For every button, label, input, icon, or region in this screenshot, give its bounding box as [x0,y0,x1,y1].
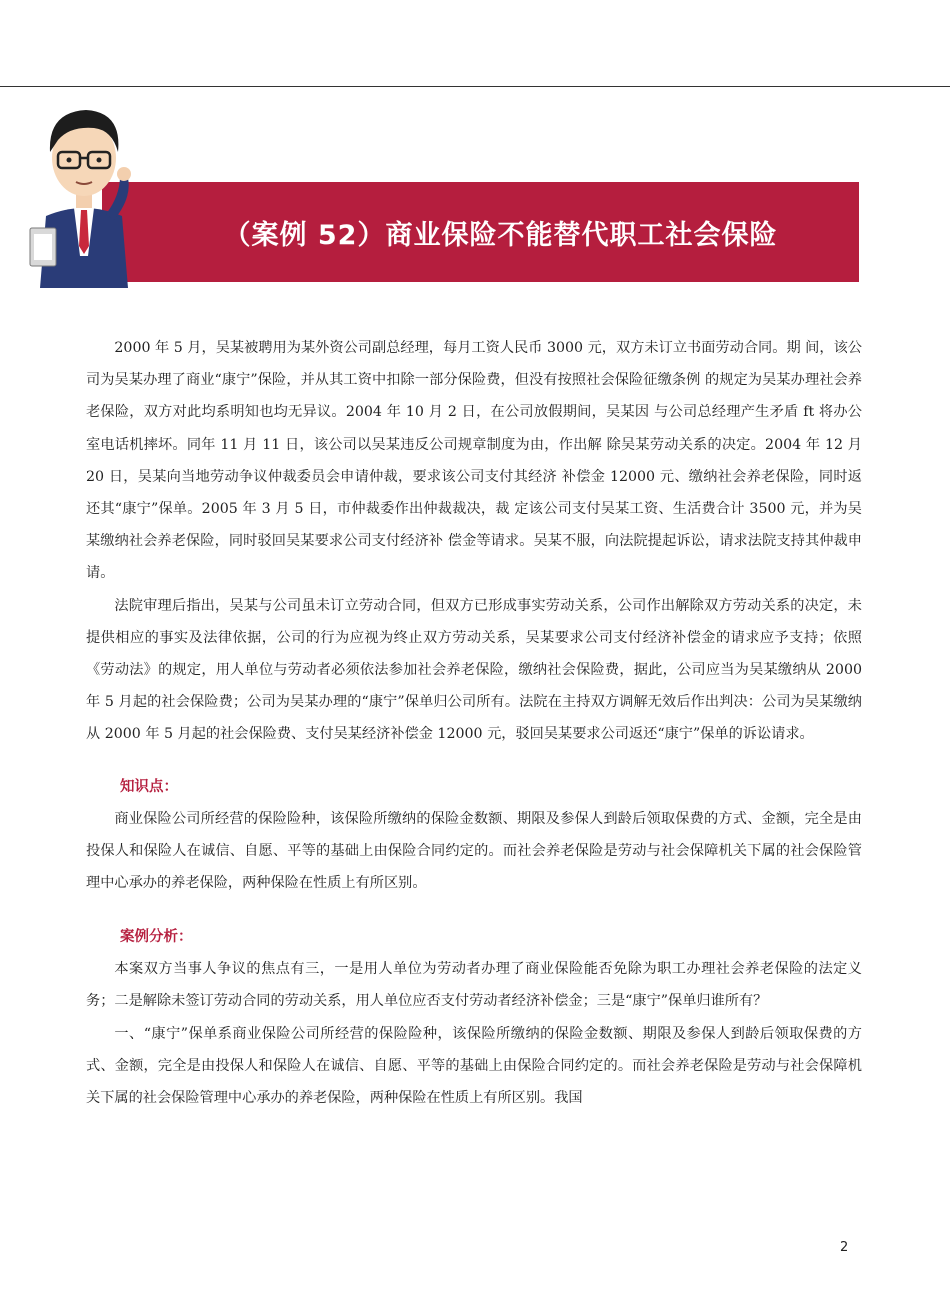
analysis-paragraph-1: 本案双方当事人争议的焦点有三，一是用人单位为劳动者办理了商业保险能否免除为职工办理社会养老保险的法定义务；二是解除未签订劳动合同的劳动关系，用人单位应否支付劳动者经济补偿金；三是“康宁”保单归谁所有？ [86,961,862,1010]
header-rule [0,86,950,87]
knowledge-paragraph: 商业保险公司所经营的保险险种，该保险所缴纳的保险金数额、期限及参保人到龄后领取保费的方式、金额，完全是由投保人和保险人在诚信、自愿、平等的基础上由保险合同约定的。而社会养老保险是劳动与社会保障机关下属的社会保险管理中心承办的养老保险，两种保险在性质上有所区别。 [86,810,862,892]
page-title: （案例 52）商业保险不能替代职工社会保险 [223,219,778,251]
document-body [86,332,862,1114]
cartoon-man-illustration [24,96,144,288]
knowledge-heading: 知识点： [120,778,178,795]
analysis-heading: 案例分析： [120,929,193,946]
case-paragraph-1: 2000 年 5 月，吴某被聘用为某外资公司副总经理，每月工资人民币 3000 元，双方未订立书面劳动合同。期 间，该公司为吴某办理了商业“康宁”保险，并从其工资中扣除一部分保险费，但没有按照社会保险征缴条例 的规定为吴某办理社会养老保险，双方对此均系明知也均无异议。2004 年 10 月 2 日，在公司放假期间，吴某因 与公司总经理产生矛盾 ft 将办公室电话机摔坏。同年 11 月 11 日，该公司以吴某违反公司规章制度为由，作出解 除吴某劳动关系的决定。2004 年 12 月 20 日，吴某向当地劳动争议仲裁委员会申请仲裁，要求该公司支付其经济 补偿金 12000 元、缴纳社会养老保险，同时返还其“康宁”保单。2005 年 3 月 5 日，市仲裁委作出仲裁裁决，裁 定该公司支付吴某工资、生活费合计 3500 元，并为吴某缴纳社会养老保险，同时驳回吴某要求公司支付经济补 偿金等请求。吴某不服，向法院提起诉讼，请求法院支持其仲裁申请。 [86,340,862,582]
case-paragraph-2: 法院审理后指出，吴某与公司虽未订立劳动合同，但双方已形成事实劳动关系，公司作出解除双方劳动关系的决定，未提供相应的事实及法律依据，公司的行为应视为终止双方劳动关系，吴某要求公司支付经济补偿金的请求应予支持；依照《劳动法》的规定，用人单位与劳动者必须依法参加社会养老保险，缴纳社会保险费，据此，公司应当为吴某缴纳从 2000 年 5 月起的社会保险费；公司为吴某办理的“康宁”保单归公司所有。法院在主持双方调解无效后作出判决：公司为吴某缴纳从 2000 年 5 月起的社会保险费、支付吴某经济补偿金 12000 元，驳回吴某要求公司返还“康宁”保单的诉讼请求。 [86,597,862,743]
title-banner [102,182,859,282]
page-number: 2 [840,1240,849,1255]
analysis-paragraph-2: 一、“康宁”保单系商业保险公司所经营的保险险种，该保险所缴纳的保险金数额、期限及参保人到龄后领取保费的方式、金额，完全是由投保人和保险人在诚信、自愿、平等的基础上由保险合同约定的。而社会养老保险是劳动与社会保障机关下属的社会保险管理中心承办的养老保险，两种保险在性质上有所区别。我国 [86,1025,862,1107]
